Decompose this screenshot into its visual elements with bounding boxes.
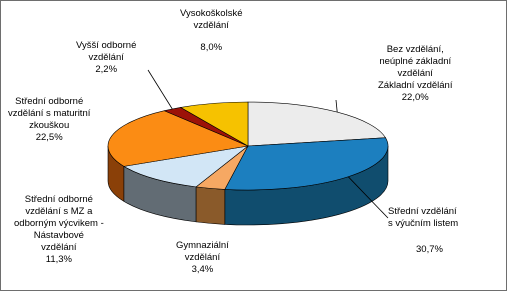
slice-label-bez-vzdelani: Bez vzdělání, neúplné základní vzdělání Základní vzdělání 22,0% <box>378 44 453 103</box>
leader-line-vyssi-odborne-vzdela <box>148 70 172 109</box>
slice-label-vyssi-odborne: Vyšší odborné vzdělání 2,2% <box>76 40 137 75</box>
pie-tops <box>108 102 388 190</box>
slice-value: 8,0% <box>200 42 223 53</box>
slice-value: 2,2% <box>95 64 118 75</box>
slice-label-maturitni-zkouska: Střední odborné vzdělání s maturitní zkouškou 22,5% <box>8 96 91 143</box>
slice-value: 22,0% <box>401 92 429 103</box>
slice-value: 11,3% <box>45 254 72 265</box>
slice-value: 30,7% <box>416 244 443 255</box>
slice-label-vyucni-list: Střední vzdělání s výučním listem 30,7% <box>388 206 459 255</box>
leader-line-bez-vzdelani-neuplne <box>336 100 337 112</box>
pie-side-gymnazialni-vzdelani <box>196 187 225 225</box>
slice-value: 3,4% <box>191 264 214 275</box>
slice-label-vysokoskolske: Vysokoškolské vzdělání 8,0% <box>180 8 243 53</box>
slice-value: 22,5% <box>35 132 63 143</box>
slice-label-gymnazialni: Gymnaziální vzdělání 3,4% <box>176 240 229 275</box>
slice-label-mz-odborny-vycvik: Střední odborné vzdělání s MZ a odborným výcvikem - Nástavbové vzdělání 11,3% <box>14 194 104 265</box>
